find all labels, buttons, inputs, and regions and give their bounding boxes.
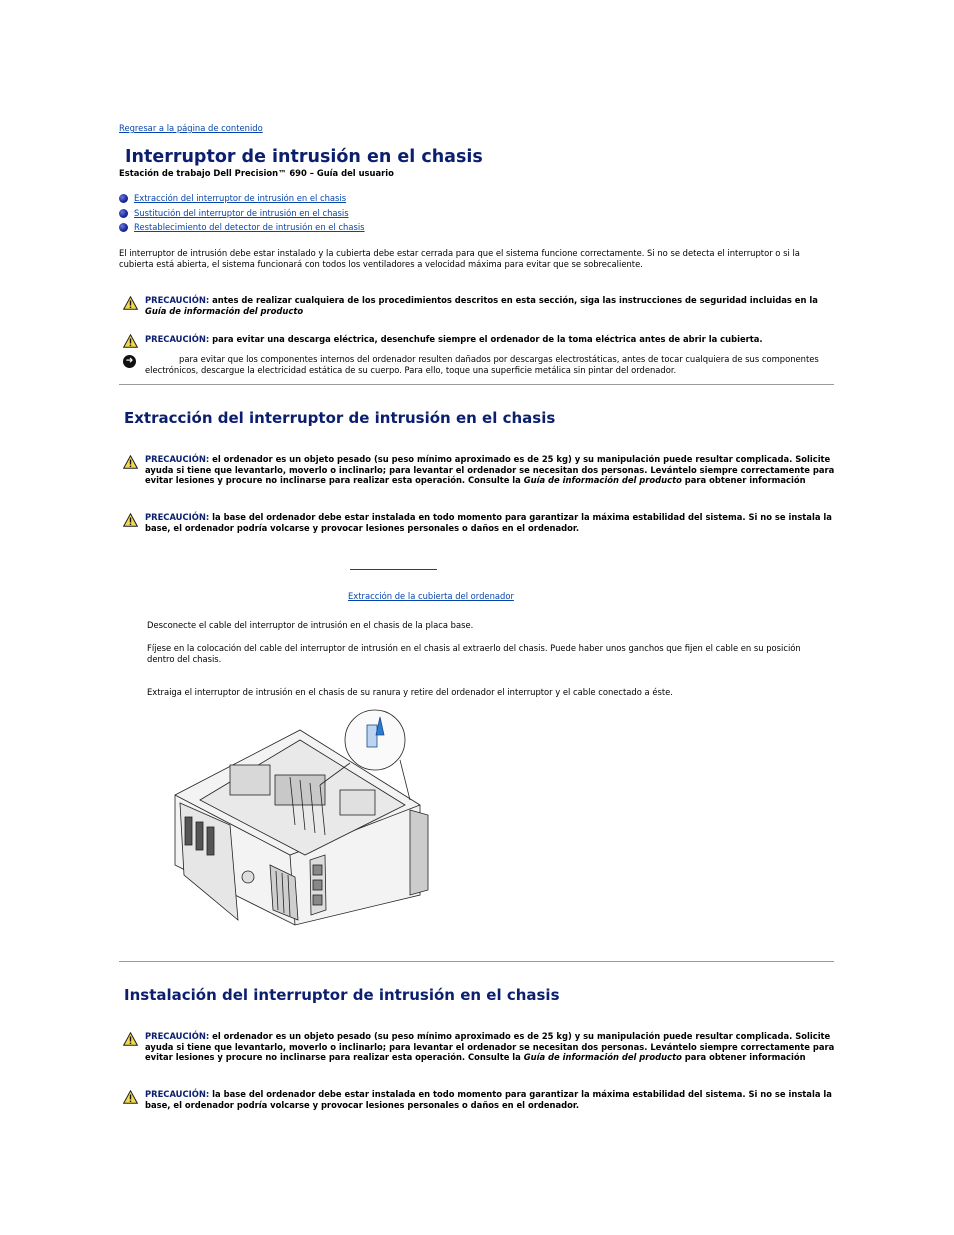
toc-link-removal[interactable]: Extracción del interruptor de intrusión en el chasis: [134, 193, 347, 203]
warning-icon: [123, 513, 138, 527]
notice-esd: [145, 354, 835, 375]
removal-heading: Extracción del interruptor de intrusión en el chasis: [124, 409, 556, 427]
caution-label: PRECAUCIÓN:: [145, 334, 210, 344]
caution-label: PRECAUCIÓN:: [145, 1089, 210, 1099]
back-to-contents-link[interactable]: Regresar a la página de contenido: [119, 123, 263, 133]
caution-text: la base del ordenador debe estar instalada en todo momento para garantizar la máxima estabilidad del sistema. Si no se instala la base, el ordenador podría volcarse y provocar lesiones personales o daños en el ordenador.: [145, 1089, 832, 1110]
caution-safety-instructions: [145, 295, 835, 316]
section-divider: [119, 961, 834, 962]
caution-text: la base del ordenador debe estar instalada en todo momento para garantizar la máxima estabilidad del sistema. Si no se instala la base, el ordenador podría volcarse y provocar lesiones personales o daños en el ordenador.: [145, 512, 832, 533]
caution-text: el ordenador es un objeto pesado (su peso mínimo aproximado es de 25 kg) y su manipulación puede resultar complicada. Solicite ayuda si tiene que levantarlo, moverlo o inclinarlo; para levantar el ordenador se necesitan dos personas. Levántelo siempre correctamente para evitar lesiones y procure no inclinarse para realizar esta operación. Consulte la: [145, 454, 835, 485]
bullet-icon: [119, 223, 128, 232]
toc-link-replacement[interactable]: Sustitución del interruptor de intrusión en el chasis: [134, 207, 349, 218]
link-underline-fragment: [350, 569, 437, 570]
toc-item: [119, 208, 365, 223]
notice-text: para evitar que los componentes internos del ordenador resulten dañados por descargas electrostáticas, antes de tocar cualquiera de sus componentes electrónicos, descargue la electricidad estática de su cuerpo. Para ello, toque una superficie metálica sin pintar del ordenador.: [145, 354, 819, 375]
caution-text: antes de realizar cualquiera de los procedimientos descritos en esta sección, siga las instrucciones de seguridad incluidas en la: [212, 295, 818, 305]
toc-item: [119, 193, 365, 208]
warning-icon: [123, 1032, 138, 1046]
caution-label: PRECAUCIÓN:: [145, 512, 210, 522]
page-title: Interruptor de intrusión en el chasis: [125, 147, 483, 167]
caution-italic: Guía de información del producto: [523, 475, 682, 485]
caution-label: PRECAUCIÓN:: [145, 454, 210, 464]
installation-heading: Instalación del interruptor de intrusión en el chasis: [124, 986, 560, 1004]
caution-heavy-computer: [145, 1031, 835, 1063]
bullet-icon: [119, 194, 128, 203]
warning-icon: [123, 296, 138, 310]
caution-tail: para obtener información: [684, 1052, 806, 1062]
step-1: Desconecte el cable del interruptor de intrusión en el chasis de la placa base.: [147, 620, 474, 630]
toc-item: [119, 222, 365, 237]
table-of-contents: [119, 193, 365, 237]
caution-heavy-computer: [145, 454, 835, 486]
caution-electric-shock: [145, 334, 835, 345]
caution-tail: para obtener información: [684, 475, 806, 485]
chassis-illustration: [170, 705, 430, 930]
warning-icon: [123, 1090, 138, 1104]
toc-link-reset[interactable]: Restablecimiento del detector de intrusión en el chasis: [134, 222, 365, 232]
section-divider: [119, 384, 834, 385]
step-2: Fíjese en la colocación del cable del interruptor de intrusión en el chasis al extraerlo del chasis. Puede haber unos ganchos que fijen el cable en su posición dentro del chasis.: [147, 643, 801, 664]
step-3: Extraiga el interruptor de intrusión en el chasis de su ranura y retire del ordenador el interruptor y el cable conectado a éste.: [147, 687, 673, 697]
caution-italic: Guía de información del producto: [523, 1052, 682, 1062]
caution-italic: Guía de información del producto: [145, 305, 304, 316]
page-subtitle: Estación de trabajo Dell Precision™ 690 – Guía del usuario: [119, 168, 394, 178]
caution-text: para evitar una descarga eléctrica, desenchufe siempre el ordenador de la toma eléctrica antes de abrir la cubierta.: [212, 334, 763, 344]
caution-label: PRECAUCIÓN:: [145, 1031, 210, 1041]
caution-label: PRECAUCIÓN:: [145, 295, 210, 305]
bullet-icon: [119, 209, 128, 218]
caution-stand: [145, 1089, 835, 1110]
warning-icon: [123, 334, 138, 348]
warning-icon: [123, 455, 138, 469]
caution-text: el ordenador es un objeto pesado (su peso mínimo aproximado es de 25 kg) y su manipulación puede resultar complicada. Solicite ayuda si tiene que levantarlo, moverlo o inclinarlo; para levantar el ordenador se necesitan dos personas. Levántelo siempre correctamente para evitar lesiones y procure no inclinarse para realizar esta operación. Consulte la: [145, 1031, 835, 1062]
intro-paragraph: El interruptor de intrusión debe estar instalado y la cubierta debe estar cerrada para que el sistema funcione correctamente. Si no se detecta el interruptor o si la cubierta está abierta, el sistema funcionará con todos los ventiladores a velocidad máxima para evitar que se sobrecaliente.: [119, 248, 800, 269]
notice-icon: ➜: [123, 355, 136, 368]
caution-stand: [145, 512, 835, 533]
remove-cover-link[interactable]: Extracción de la cubierta del ordenador: [348, 591, 514, 601]
